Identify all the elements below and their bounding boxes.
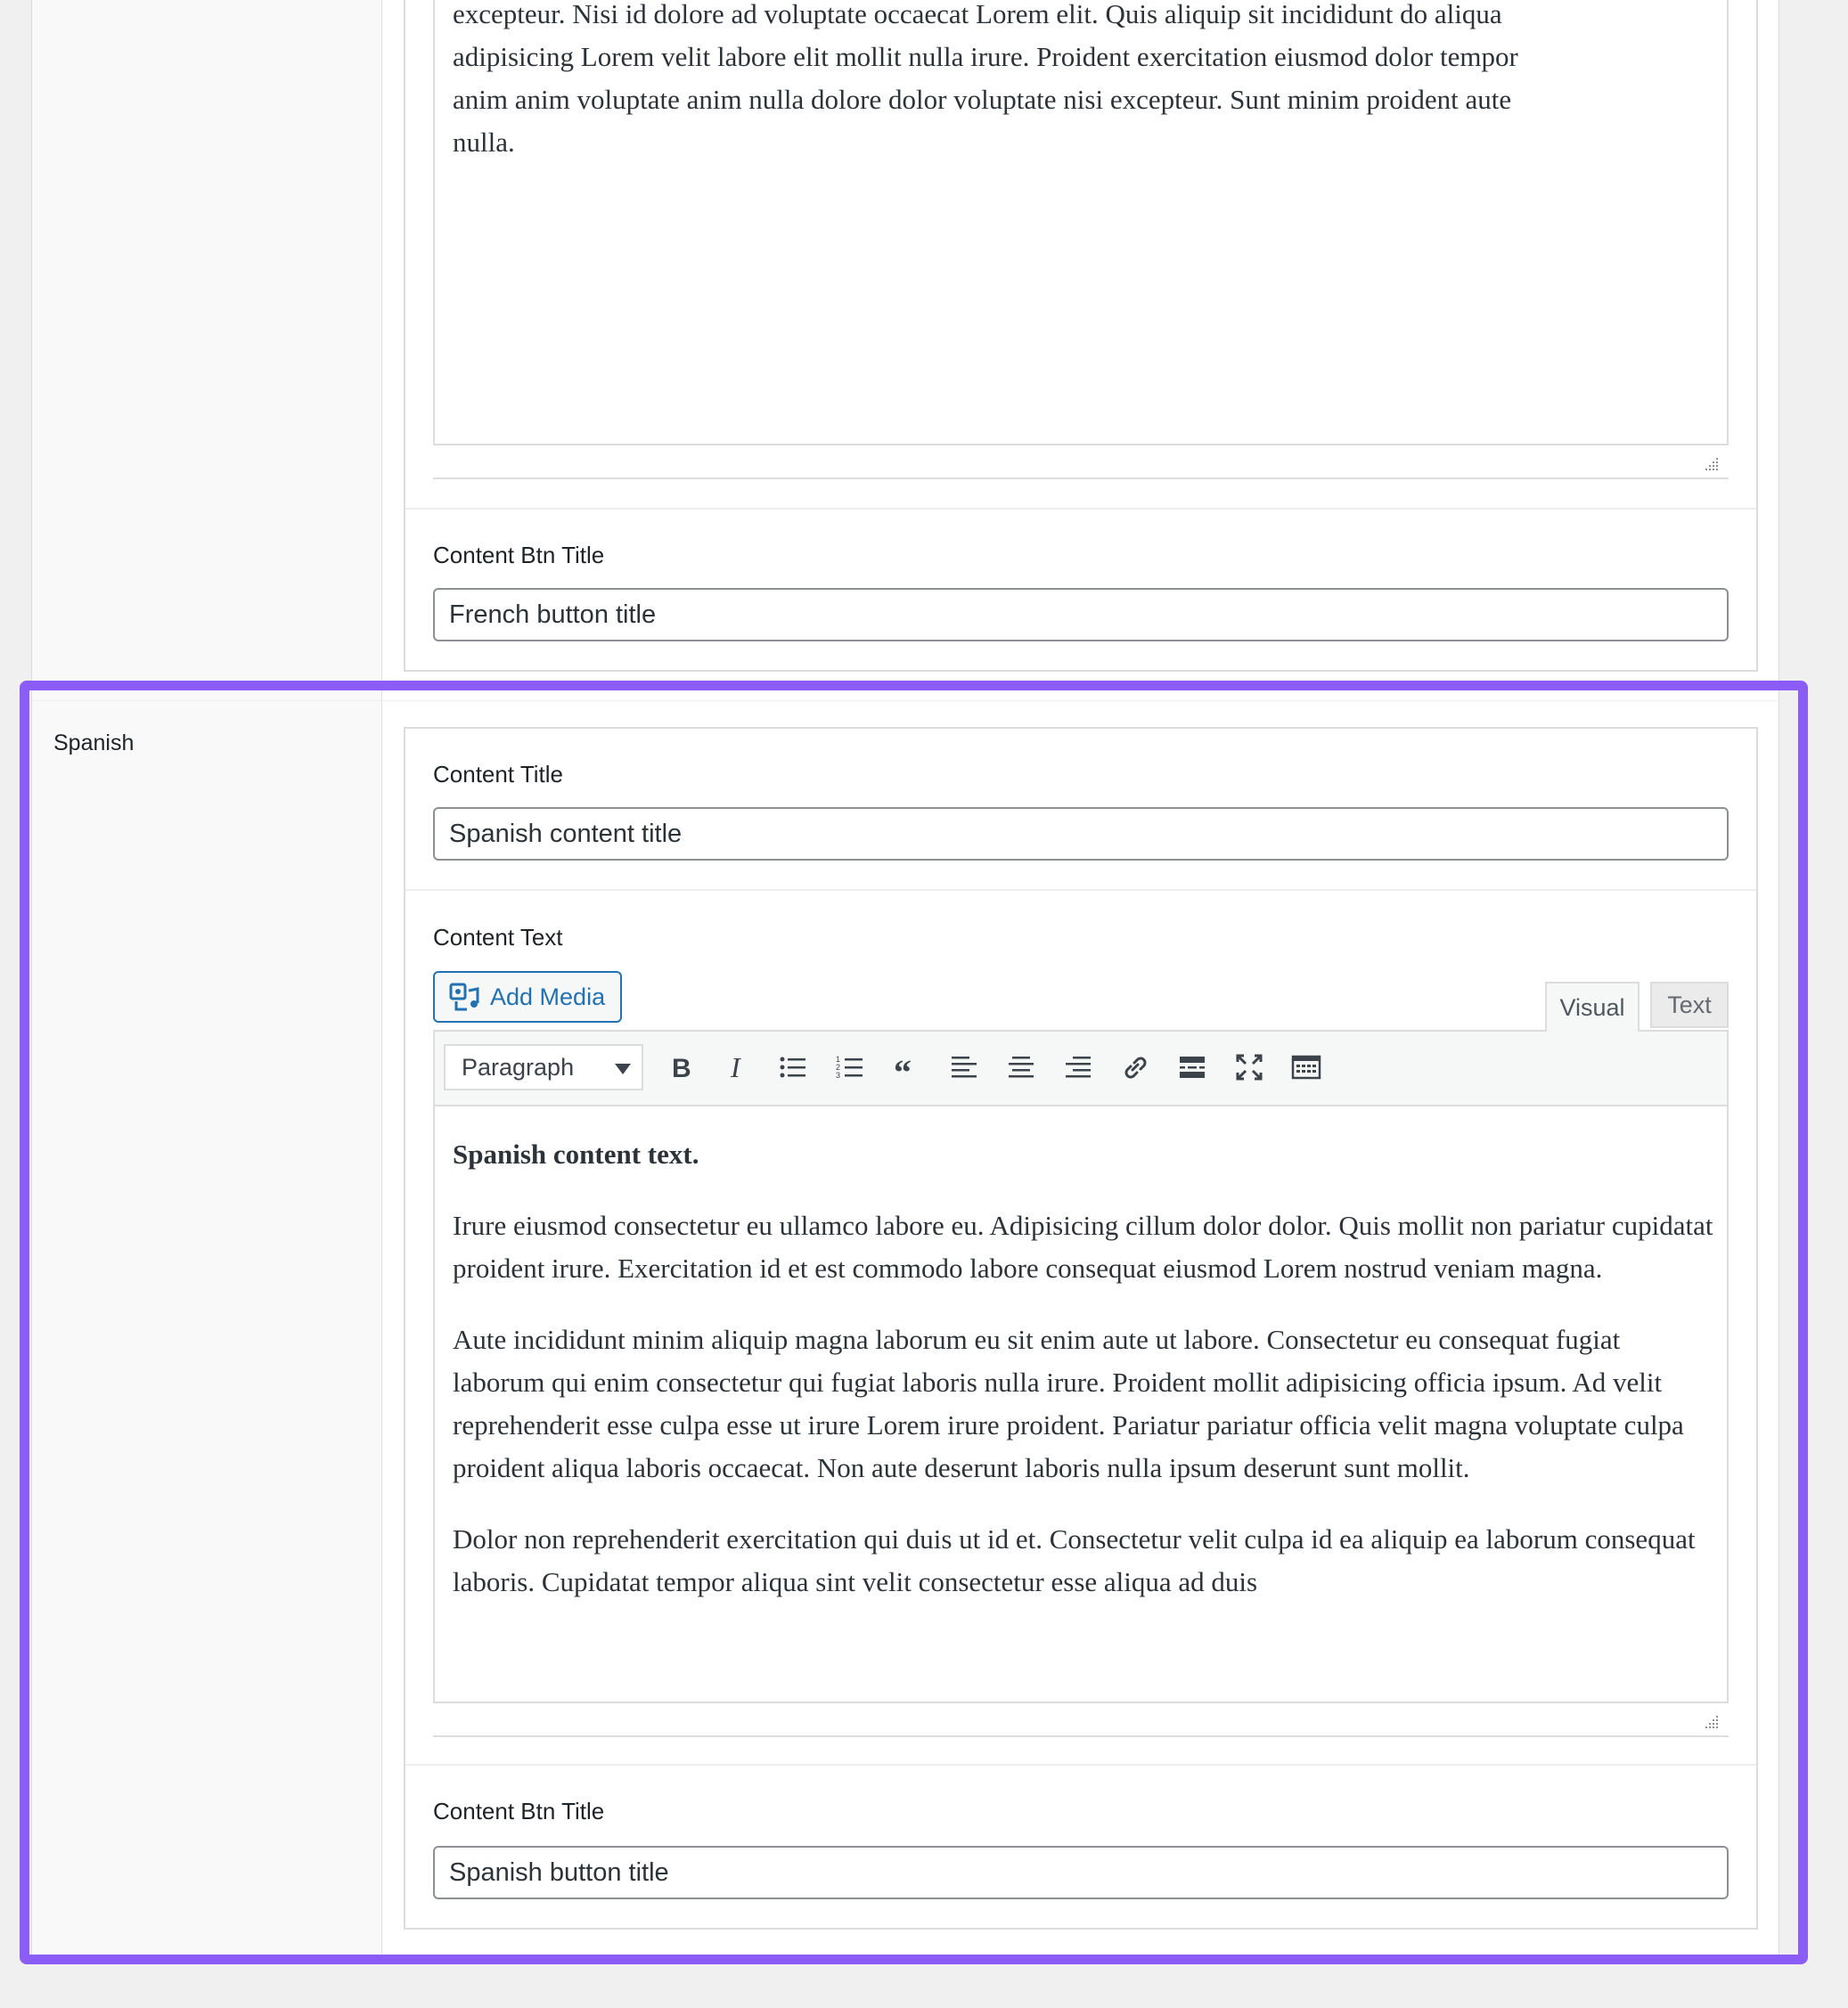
french-text-line: nulla. — [453, 127, 515, 158]
spanish-btn-title-input[interactable] — [433, 1846, 1729, 1899]
spanish-content-paragraph: Dolor non reprehenderit exercitation qui duis ut id et. Consectetur velit culpa id ea aliquip ea laborum consequat laboris. Cupidatat tempor aliqua sint velit consectetur esse aliqua ad duis — [453, 1523, 1696, 1597]
spanish-content-title-input[interactable] — [433, 807, 1729, 861]
bold-button[interactable] — [656, 1044, 702, 1090]
chevron-down-icon — [615, 1064, 631, 1074]
svg-text:1: 1 — [836, 1055, 841, 1064]
svg-text:I: I — [731, 1052, 740, 1082]
french-text-line: adipisicing Lorem velit labore elit mollit nulla irure. Proident exercitation eiusmod dolor tempor — [453, 41, 1518, 72]
spanish-btn-title-label: Content Btn Title — [433, 1798, 605, 1824]
italic-icon — [721, 1052, 751, 1082]
tab-visual[interactable]: Visual — [1545, 982, 1639, 1032]
align-center-button[interactable] — [998, 1044, 1044, 1090]
spanish-editor-statusbar — [433, 1702, 1729, 1735]
field-separator — [405, 889, 1756, 891]
add-media-icon — [449, 982, 479, 1012]
field-separator — [405, 1764, 1756, 1766]
svg-text:B: B — [672, 1054, 691, 1082]
insert-link-button[interactable] — [1112, 1044, 1158, 1090]
svg-text:2: 2 — [836, 1063, 841, 1072]
resize-grip-icon[interactable] — [1704, 1714, 1720, 1730]
spanish-editor-content[interactable] — [453, 1133, 1718, 1702]
toolbar-buttons — [656, 1044, 1329, 1090]
spanish-language-label: Spanish — [53, 731, 135, 755]
french-text-line: anim anim voluptate anim nulla dolore dolor voluptate nisi excepteur. Sunt minim proident aute — [453, 84, 1512, 115]
fullscreen-icon — [1234, 1052, 1264, 1082]
tab-text[interactable]: Text — [1650, 982, 1729, 1028]
bold-icon — [664, 1052, 694, 1082]
spanish-content-text-label: Content Text — [433, 924, 563, 951]
align-center-icon — [1006, 1052, 1036, 1082]
tab-visual-connector — [1547, 1028, 1638, 1033]
field-separator — [405, 508, 1756, 510]
link-icon — [1120, 1052, 1150, 1082]
bulleted-list-icon — [778, 1052, 808, 1082]
spanish-content-title-label: Content Title — [433, 761, 563, 788]
french-btn-title-input[interactable] — [433, 588, 1729, 641]
spanish-content-paragraph: Aute incididunt minim aliquip magna laborum eu sit enim aute ut labore. Consectetur eu consequat fugiat laborum qui enim consectetur qui fugiat laboris nulla irure. Proident mollit adipisicing officia ipsum. Ad velit reprehenderit esse culpa esse ut irure Lorem irure proident. Pariatur pariatur officia velit magna voluptate culpa proident aliqua laboris occaecat. Non aute deserunt laboris nulla ipsum deserunt sunt mollit. — [453, 1324, 1684, 1483]
svg-text:3: 3 — [836, 1071, 841, 1080]
row-separator — [32, 700, 1778, 701]
format-select-value: Paragraph — [462, 1053, 575, 1081]
add-media-label: Add Media — [490, 983, 606, 1010]
toolbar-toggle-icon — [1291, 1052, 1321, 1082]
spanish-content-paragraph: Irure eiusmod consectetur eu ullamco labore eu. Adipisicing cillum dolor dolor. Quis mollit non pariatur cupidatat proident irure. Exercitation id et est commodo labore consequat eiusmod Lorem nostrud veniam magna. — [453, 1210, 1713, 1284]
numbered-list-button[interactable] — [827, 1044, 873, 1090]
italic-button[interactable] — [713, 1044, 759, 1090]
toolbar-toggle-button[interactable] — [1283, 1044, 1329, 1090]
read-more-icon — [1177, 1052, 1207, 1082]
language-label-column — [32, 0, 382, 1956]
french-editor-statusbar — [433, 444, 1729, 478]
add-media-button[interactable] — [433, 971, 622, 1023]
resize-grip-icon[interactable] — [1704, 456, 1720, 472]
french-btn-title-label: Content Btn Title — [433, 542, 605, 568]
align-right-icon — [1063, 1052, 1093, 1082]
svg-text:“: “ — [894, 1052, 912, 1082]
align-right-button[interactable] — [1055, 1044, 1101, 1090]
numbered-list-icon — [835, 1052, 865, 1082]
read-more-button[interactable] — [1169, 1044, 1215, 1090]
align-left-icon — [949, 1052, 979, 1082]
blockquote-icon — [892, 1052, 922, 1082]
align-left-button[interactable] — [941, 1044, 987, 1090]
spanish-content-heading: Spanish content text. — [453, 1139, 699, 1170]
fullscreen-button[interactable] — [1226, 1044, 1272, 1090]
blockquote-button[interactable] — [884, 1044, 930, 1090]
bulleted-list-button[interactable] — [770, 1044, 816, 1090]
format-select[interactable] — [444, 1044, 643, 1090]
french-editor-content[interactable] — [453, 0, 1718, 429]
french-text-line: excepteur. Nisi id dolore ad voluptate occaecat Lorem elit. Quis aliquip sit incididunt do aliqua — [453, 0, 1502, 29]
